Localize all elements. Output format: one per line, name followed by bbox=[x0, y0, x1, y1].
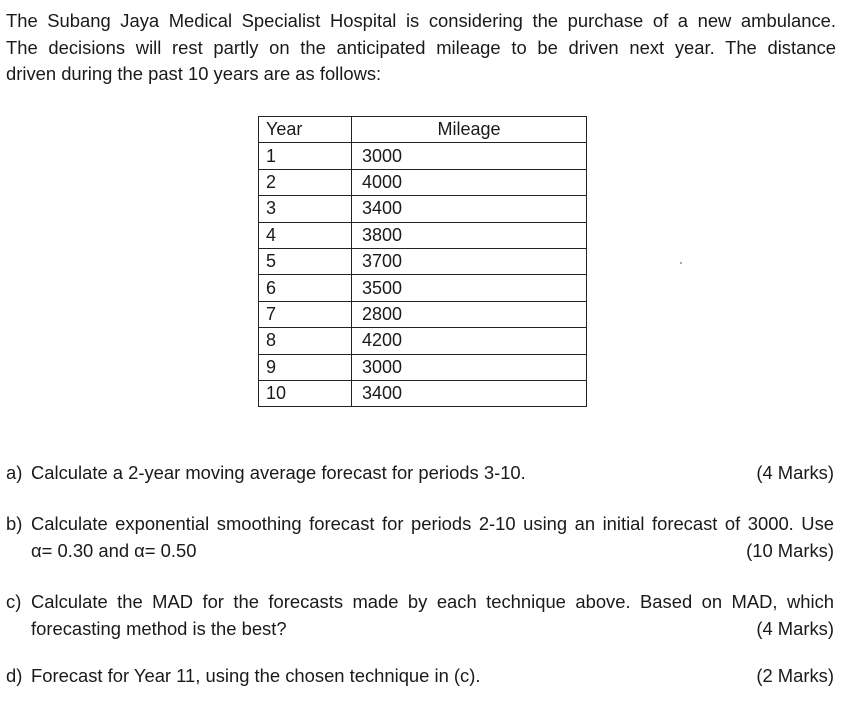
year-column-header: Year bbox=[259, 117, 352, 143]
question-d bbox=[6, 663, 834, 690]
question-c-text-line-2: forecasting method is the best? bbox=[31, 617, 287, 639]
table-row bbox=[259, 328, 587, 354]
question-c-text-line-1: Calculate the MAD for the forecasts made by each technique above. Based on MAD, which bbox=[31, 591, 834, 612]
mileage-cell: 2800 bbox=[352, 301, 587, 327]
year-cell: 9 bbox=[259, 354, 352, 380]
table-row bbox=[259, 380, 587, 406]
intro-line-1: The Subang Jaya Medical Specialist Hospital is considering the purchase of a new ambulance. bbox=[6, 10, 836, 31]
mileage-cell: 3000 bbox=[352, 143, 587, 169]
table-row bbox=[259, 354, 587, 380]
year-cell: 6 bbox=[259, 275, 352, 301]
question-c-marks: (4 Marks) bbox=[756, 617, 834, 639]
question-a bbox=[6, 460, 834, 487]
table-row bbox=[259, 196, 587, 222]
year-cell: 8 bbox=[259, 328, 352, 354]
question-d-text: Forecast for Year 11, using the chosen technique in (c). bbox=[31, 665, 481, 686]
year-cell: 5 bbox=[259, 248, 352, 274]
intro-line-2: The decisions will rest partly on the anticipated mileage to be driven next year. The distance bbox=[6, 36, 836, 58]
mileage-cell: 3400 bbox=[352, 380, 587, 406]
mileage-cell: 3700 bbox=[352, 248, 587, 274]
mileage-cell: 4000 bbox=[352, 169, 587, 195]
question-d-marks: (2 Marks) bbox=[756, 665, 834, 686]
year-cell: 1 bbox=[259, 143, 352, 169]
question-c-label: c) bbox=[6, 591, 22, 612]
year-cell: 2 bbox=[259, 169, 352, 195]
mileage-column-header: Mileage bbox=[352, 117, 587, 143]
mileage-cell: 3500 bbox=[352, 275, 587, 301]
mileage-cell: 3800 bbox=[352, 222, 587, 248]
year-cell: 4 bbox=[259, 222, 352, 248]
question-d-label: d) bbox=[6, 665, 23, 686]
table-row bbox=[259, 143, 587, 169]
problem-intro bbox=[6, 8, 836, 88]
question-b bbox=[6, 511, 834, 564]
question-b-text-line-2: α= 0.30 and α= 0.50 bbox=[31, 539, 197, 561]
intro-line-3: driven during the past 10 years are as follows: bbox=[6, 63, 382, 84]
mileage-cell: 3000 bbox=[352, 354, 587, 380]
table-row bbox=[259, 248, 587, 274]
year-cell: 7 bbox=[259, 301, 352, 327]
table-row bbox=[259, 301, 587, 327]
question-b-label: b) bbox=[6, 513, 23, 534]
question-a-marks: (4 Marks) bbox=[756, 462, 834, 483]
question-a-text: Calculate a 2-year moving average forecast for periods 3-10. bbox=[31, 462, 526, 483]
table-row bbox=[259, 169, 587, 195]
year-cell: 3 bbox=[259, 196, 352, 222]
question-a-label: a) bbox=[6, 462, 23, 483]
table-header-row bbox=[259, 117, 587, 143]
year-cell: 10 bbox=[259, 380, 352, 406]
scan-speck bbox=[680, 262, 682, 264]
question-b-text-line-1: Calculate exponential smoothing forecast for periods 2-10 using an initial forecast of 3000. Use bbox=[31, 513, 834, 534]
mileage-cell: 3400 bbox=[352, 196, 587, 222]
question-b-marks: (10 Marks) bbox=[746, 539, 834, 561]
table-row bbox=[259, 222, 587, 248]
table-row bbox=[259, 275, 587, 301]
mileage-cell: 4200 bbox=[352, 328, 587, 354]
question-c bbox=[6, 589, 834, 642]
mileage-table bbox=[258, 116, 587, 407]
